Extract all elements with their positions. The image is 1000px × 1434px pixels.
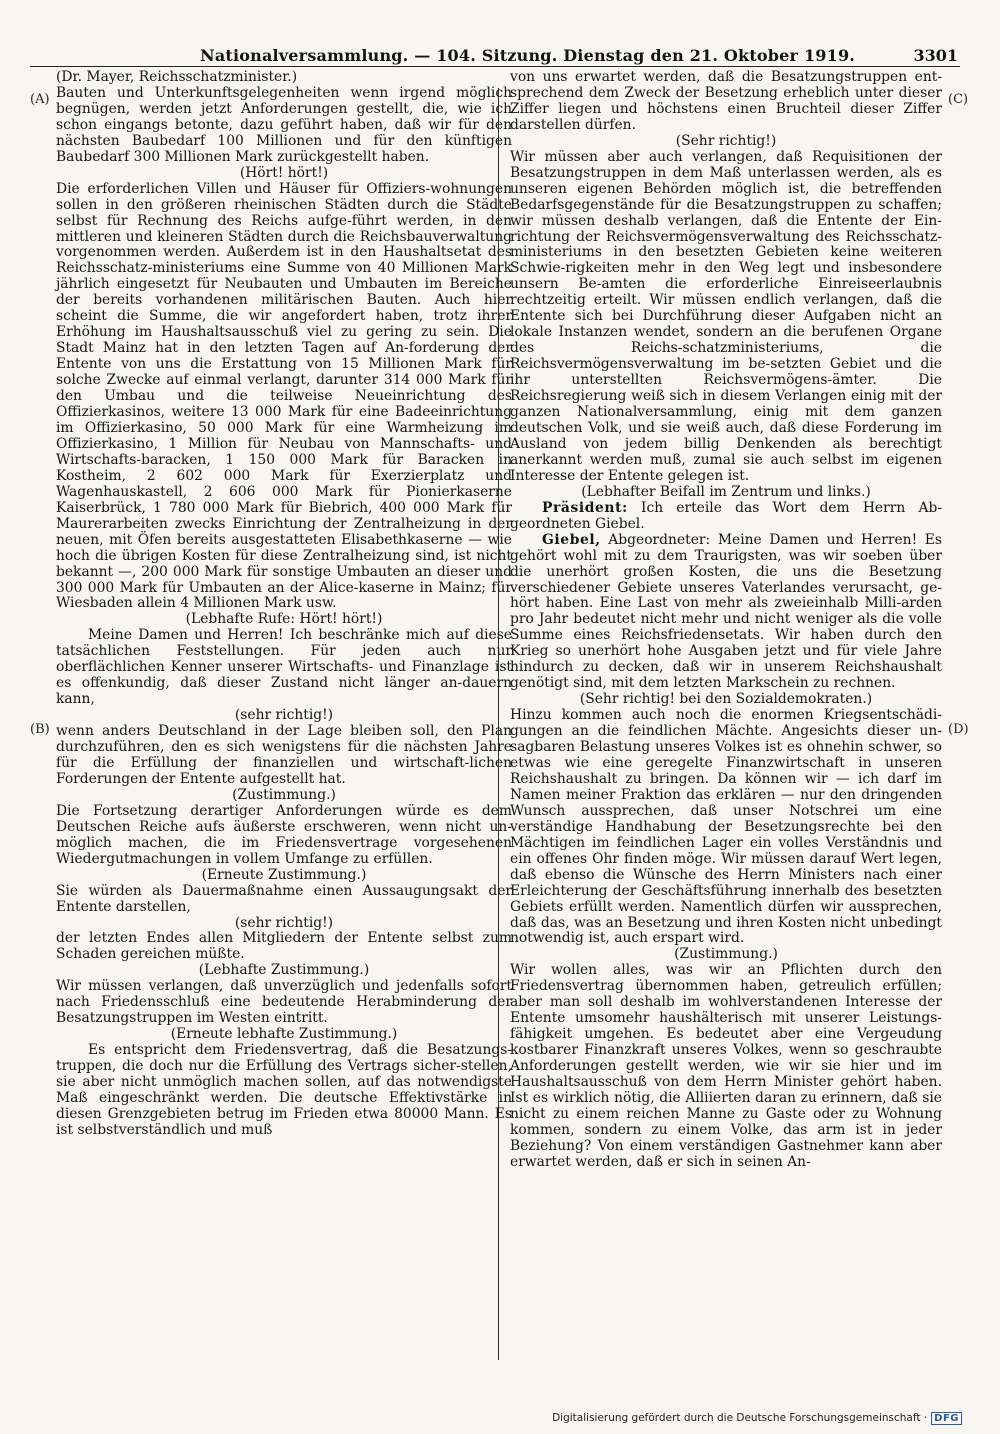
interjection: (Sehr richtig!) [675,132,777,149]
body-paragraph: Hinzu kommen auch noch die enormen Kriegsentschädi-gungen an die feindlichen Mächte. Angesichts dieser un-sagbaren Belastung unseres Volkes ist es ohnehin schwer, so etwas wie eine geregelte Finanzwirtschaft in unseren Reichshaushalt zu bringen. Da können wir — ich darf im Namen meiner Fraktion das erklären — nur den dringenden Wunsch aussprechen, daß unser Notschrei um eine verständige Handhabung der Besetzungsrechte bei den Mächtigen im feindlichen Lager ein volles Verständnis und ein offenes Ohr finden möge. Wir müssen darauf Wert legen, daß ebenso die Wünsche des Herrn Ministers nach einer Erleichterung der Geschäftsführung innerhalb des besetzten Gebiets erfüllt werden. Namentlich dürfen wir aussprechen, daß das, was an Besetzung und ihren Kosten nicht unbedingt notwendig ist, auch erspart wird. [510,707,942,947]
interjection: (Zustimmung.) [674,946,778,963]
margin-mark-a: (A) [30,92,50,107]
body-paragraph: Wir wollen alles, was wir an Pflichten durch den Friedensvertrag übernommen haben, getreulich erfüllen; aber man soll deshalb im wohlverstandenen Interesse der Entente umsomehr haushälterisch mit unserer Leistungs-fähigkeit umgehen. Es bedeutet aber eine Vergeudung kostbarer Finanzkraft unseres Volkes, wenn so geschraubte Anforderungen gestellt werden, wie wir sie hier und im Haushaltsausschuß von dem Herrn Minister gehört haben. Ist es wirklich nötig, die Alliierten daran zu erinnern, daß sie nicht zu einem reichen Manne zu Gaste oder zu Wohnung kommen, sondern zu einem Volke, das arm ist in jeder Beziehung? Von einem verständigen Gastnehmer kann aber erwartet werden, daß er sich in seinen An- [510,962,942,1170]
body-paragraph: Wir müssen aber auch verlangen, daß Requisitionen der Besatzungstruppen in dem Maß unterlassen werden, als es unseren eigenen Behörden möglich ist, die betreffenden Bedarfsgegenstände für die Besatzungstruppen zu schaffen; wir müssen deshalb verlangen, daß die Entente der Ein-richtung der Reichsvermögensverwaltung des Reichsschatz-ministeriums in den besetzten Gebieten keine weiteren Schwie-rigkeiten mehr in den Weg legt und insbesondere unsern Be-amten die erforderliche Einreiseerlaubnis rechtzeitig erteilt. Wir müssen endlich verlangen, daß die Entente sich bei Durchführung dieser Aufgaben nicht an lokale Instanzen wendet, sondern an die berufenen Organe des Reichs-schatzministeriums, die Reichsvermögensverwaltung im be-setzten Gebiet und die ihr unterstellten Reichsvermögens-ämter. Die Reichsregierung weiß sich in diesem Verlangen einig mit der ganzen Nationalversammlung, einig mit dem ganzen deutschen Volk, und sie weiß auch, daß diese Forderung im Ausland von jedem billig Denkenden als berechtigt anerkannt werden muß, zumal sie auch selbst im eigenen Interesse der Entente gelegen ist. [510,148,942,484]
body-paragraph: Wir müssen verlangen, daß unverzüglich und jedenfalls sofort nach Friedensschluß eine bedeutende Herabminderung der Besatzungstruppen im Westen eintritt. [56,978,512,1027]
margin-mark-b: (B) [30,722,50,737]
interjection: (Erneute lebhafte Zustimmung.) [170,1026,398,1043]
body-paragraph: von uns erwartet werden, daß die Besatzungstruppen ent-sprechend dem Zweck der Besetzung erheblich unter dieser Ziffer liegen und höchstens einen Bruchteil dieser Ziffer darstellen dürfen. [510,69,942,133]
right-column [510,70,942,1171]
body-paragraph: Es entspricht dem Friedensvertrag, daß die Besatzungs-truppen, die doch nur die Erfüllung des Vertrags sicher-stellen, sie aber nicht unmöglich machen sollen, auf das notwendigste Maß eingeschränkt werden. Die deutsche Effektivstärke in diesen Grenzgebieten betrug im Frieden etwa 80000 Mann. Es ist selbstverständlich und muß [56,1042,512,1138]
page-header-title: Nationalversammlung. — 104. Sitzung. Dienstag den 21. Oktober 1919. [200,46,856,65]
interjection: (Erneute Zustimmung.) [201,866,367,883]
page-number: 3301 [913,46,958,65]
speech-text: Ich erteile das Wort dem Herrn Ab-geordneten Giebel. [510,499,942,532]
margin-mark-d: (D) [948,722,969,737]
margin-mark-c: (C) [948,92,969,107]
interjection: (Lebhafter Beifall im Zentrum und links.) [581,483,871,500]
interjection: (Hört! hört!) [239,164,329,181]
interjection: (sehr richtig!) [234,707,334,724]
dfg-logo: DFG [931,1412,962,1425]
body-paragraph: wenn anders Deutschland in der Lage bleiben soll, den Plan durchzuführen, den es sich wenigstens für die nächsten Jahre für die Erfüllung der finanziellen und wirtschaft-lichen Forderungen der Entente aufgestellt hat. [56,723,512,787]
body-paragraph: Bauten und Unterkunftsgelegenheiten wenn irgend möglich begnügen, werden jetzt Anforderungen gestellt, die, wie ich schon eingangs betonte, dazu geführt haben, daß wir für den nächsten Baubedarf 100 Millionen und für den künftigen Baubedarf 300 Millionen Mark zurückgestellt haben. [56,84,512,165]
speech-paragraph [510,533,942,693]
interjection: (Sehr richtig! bei den Sozialdemokraten.) [579,691,873,708]
interjection: (Lebhafte Zustimmung.) [198,962,370,979]
footer-credit-text: Digitalisierung gefördert durch die Deutsche Forschungsgemeinschaft · [552,1412,928,1424]
speech-paragraph [510,501,942,533]
interjection: (sehr richtig!) [234,914,334,931]
interjection: (Lebhafte Rufe: Hört! hört!) [185,611,383,628]
body-paragraph: (Dr. Mayer, Reichsschatzminister.) [56,69,298,85]
speech-text: Abgeordneter: Meine Damen und Herren! Es gehört wohl mit zu dem Traurigsten, was wir soeben über die unerhört großen Kosten, die uns die Besetzung verschiedener Gebiete unseres Vaterlandes verursacht, ge-hört haben. Eine Last von mehr als zweieinhalb Milli-arden pro Jahr bedeutet nicht mehr und nicht weniger als die volle Summe eines Reichsfriedensetats. Wir haben durch den Krieg so unerhört hohe Ausgaben jetzt und für viele Jahre hindurch zu decken, daß wir in unserem Reichshaushalt genötigt sind, mit dem letzten Markschein zu rechnen. [510,531,942,692]
body-paragraph: Die Fortsetzung derartiger Anforderungen würde es dem Deutschen Reiche aufs äußerste erschweren, wenn nicht un-möglich machen, die im Friedensvertrage vorgesehenen Wiedergutmachungen in vollem Umfange zu erfüllen. [56,802,512,867]
speaker-name: Präsident: [542,499,628,516]
interjection: (Zustimmung.) [232,786,336,803]
body-paragraph: Meine Damen und Herren! Ich beschränke mich auf diese tatsächlichen Feststellungen. Für jeden auch nur oberflächlichen Kenner unserer Wirtschafts- und Finanzlage ist es offenkundig, daß dieser Zustand nicht länger an-dauern kann, [56,627,512,708]
body-paragraph: der letzten Endes allen Mitgliedern der Entente selbst zum Schaden gereichen müßte. [56,930,512,963]
body-paragraph: Die erforderlichen Villen und Häuser für Offiziers-wohnungen sollen in den größeren rheinischen Städten durch die Städte selbst für Rechnung des Reichs aufge-führt werden, in den mittleren und kleineren Städten durch die Reichsbauverwaltung vorgenommen werden. Außerdem ist in den Haushaltsetat des Reichsschatz-ministeriums eine Summe von 40 Millionen Mark jährlich eingesetzt für Neubauten und Umbauten im Bereiche der bereits vorhandenen militärischen Bauten. Auch hier scheint die Summe, die wir angefordert haben, trotz ihrer Erhöhung im Haushaltsausschuß viel zu gering zu sein. Die Stadt Mainz hat in den letzten Tagen auf An-forderung der Entente von uns die Erstattung von 15 Millionen Mark für solche Zwecke auf einmal verlangt, darunter 314 000 Mark für den Umbau und die teilweise Neueinrichtung des Offizierkasinos, weitere 13 000 Mark für eine Badeeinrichtung im Offizierkasino, 50 000 Mark für eine Warmheizung im Offizierkasino, 1 Million für Neubau von Mannschafts- und Wirtschafts-baracken, 1 150 000 Mark für Baracken in Kostheim, 2 602 000 Mark für Exerzierplatz und Wagenhauskastell, 2 606 000 Mark für Pionierkaserne Kaiserbrück, 1 780 000 Mark für Biebrich, 400 000 Mark für Maurerarbeiten zwecks Einrichtung der Zentralheizung in der neuen, mit Öfen bereits ausgestatteten Elisabethkaserne — wie hoch die übrigen Kosten für diese Zentralheizung sind, ist nicht bekannt —, 200 000 Mark für sonstige Umbauten an dieser und 300 000 Mark für Umbauten an der Alice-kaserne in Mainz; für Wiesbaden allein 4 Millionen Mark usw. [56,180,512,612]
footer-credit [552,1412,962,1425]
body-paragraph: Sie würden als Dauermaßnahme einen Aussaugungsakt der Entente darstellen, [56,882,512,915]
speaker-name: Giebel, [542,531,601,548]
left-column [56,70,512,1139]
